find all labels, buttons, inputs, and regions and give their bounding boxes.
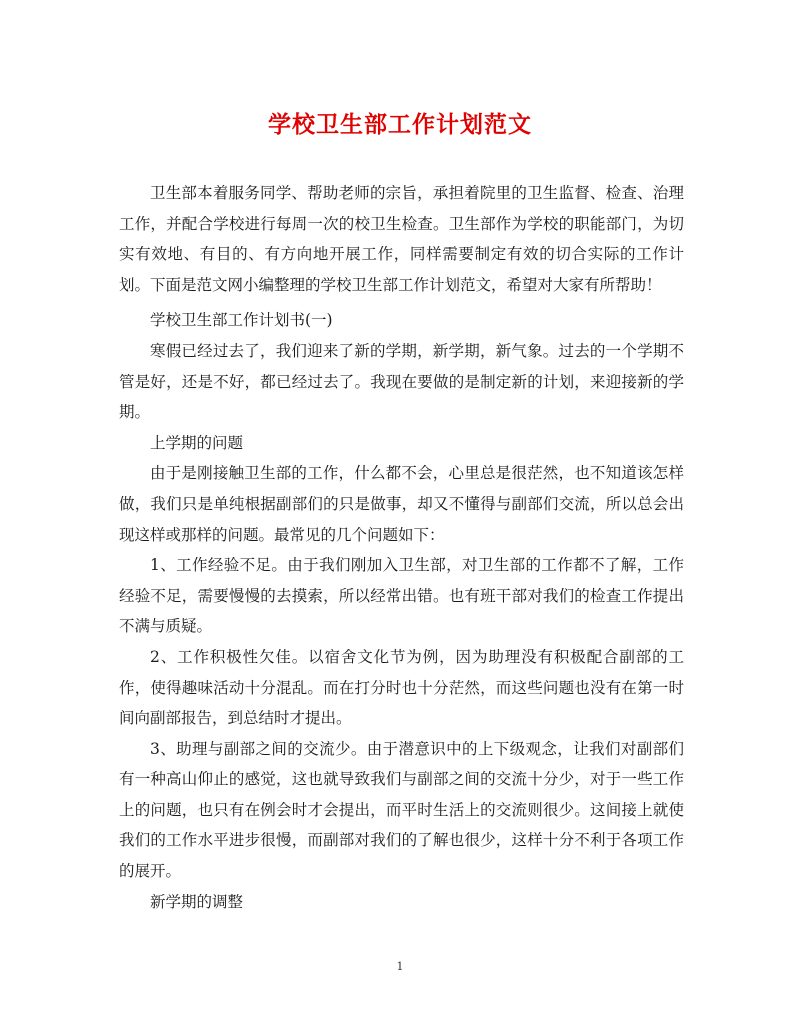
list-item-problem-3: 3、助理与副部之间的交流少。由于潜意识中的上下级观念，让我们对副部们有一种高山仰止的感觉，这也就导致我们与副部之间的交流十分少，对于一些工作上的问题，也只有在例会时才会提出，而平时生活上的交流则很少。这间接上就使我们的工作水平进步很慢，而副部对我们的了解也很少，这样十分不利于各项工作的展开。 <box>119 739 684 881</box>
list-item-problem-2: 2、工作积极性欠佳。以宿舍文化节为例，因为助理没有积极配合副部的工作，使得趣味活动十分混乱。而在打分时也十分茫然，而这些问题也没有在第一时间向副部报告，到总结时才提出。 <box>119 647 684 728</box>
paragraph-problems-intro: 由于是刚接触卫生部的工作，什么都不会，心里总是很茫然，也不知道该怎样做，我们只是单纯根据副部们的只是做事，却又不懂得与副部们交流，所以总会出现这样或那样的问题。最常见的几个问题如下： <box>119 464 684 544</box>
intro-paragraph: 卫生部本着服务同学、帮助老师的宗旨，承担着院里的卫生监督、检查、治理工作，并配合学校进行每周一次的校卫生检查。卫生部作为学校的职能部门，为切实有效地、有目的、有方向地开展工作，同样需要制定有效的切合实际的工作计划。下面是范文网小编整理的学校卫生部工作计划范文，希望对大家有所帮助！ <box>119 184 684 294</box>
section-heading-plan-one: 学校卫生部工作计划书(一) <box>150 311 333 330</box>
section-heading-last-semester-problems: 上学期的问题 <box>150 433 244 452</box>
page-number: 1 <box>396 960 404 973</box>
document-title: 学校卫生部工作计划范文 <box>268 111 532 138</box>
document-body <box>119 178 684 917</box>
section-heading-new-semester-adjustments: 新学期的调整 <box>150 892 244 911</box>
list-item-problem-1: 1、工作经验不足。由于我们刚加入卫生部，对卫生部的工作都不了解，工作经验不足，需要慢慢的去摸索，所以经常出错。也有班干部对我们的检查工作提出不满与质疑。 <box>119 556 684 636</box>
paragraph-new-semester: 寒假已经过去了，我们迎来了新的学期，新学期，新气象。过去的一个学期不管是好，还是不好，都已经过去了。我现在要做的是制定新的计划，来迎接新的学期。 <box>119 341 684 422</box>
